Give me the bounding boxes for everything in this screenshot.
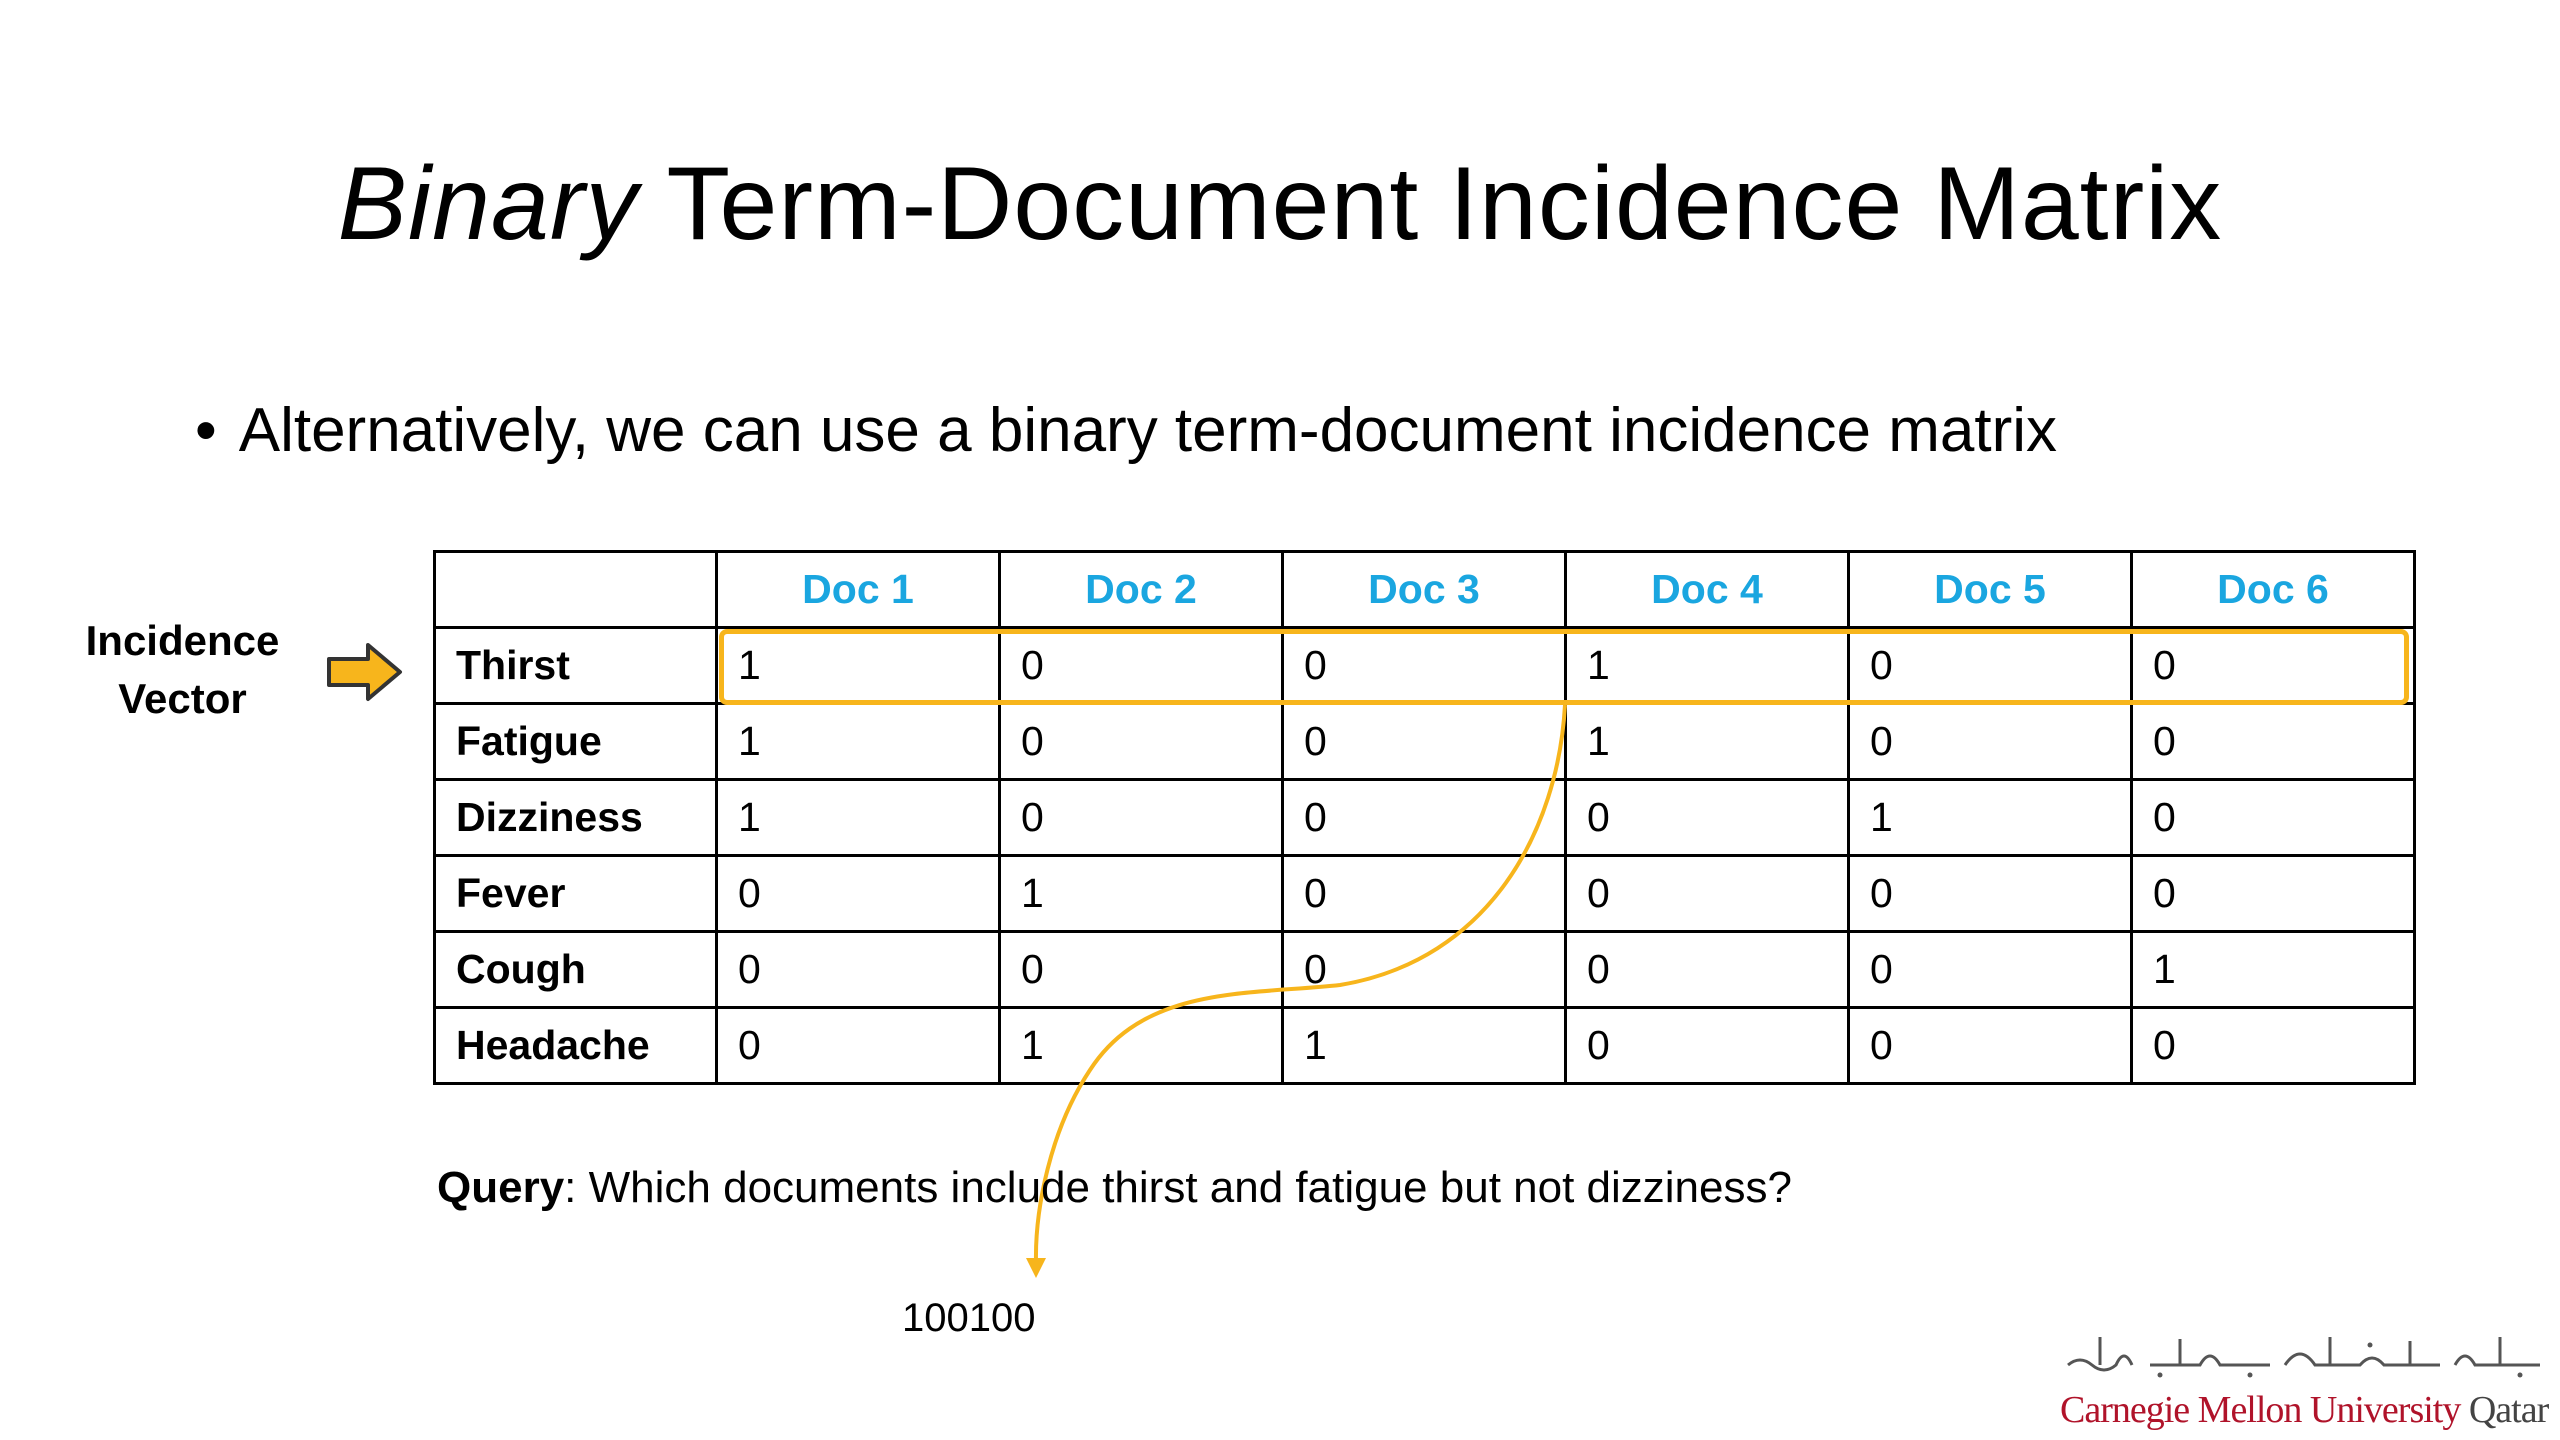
- value-cell: 0: [1849, 856, 2132, 932]
- value-cell: 0: [1000, 628, 1283, 704]
- value-cell: 1: [1000, 856, 1283, 932]
- value-cell: 0: [1283, 856, 1566, 932]
- bullet-text: Alternatively, we can use a binary term-document incidence matrix: [238, 396, 2058, 465]
- value-cell: 0: [1849, 1008, 2132, 1084]
- column-header: Doc 4: [1566, 552, 1849, 628]
- term-cell: Headache: [435, 1008, 717, 1084]
- value-cell: 0: [717, 932, 1000, 1008]
- value-cell: 0: [1566, 856, 1849, 932]
- value-cell: 0: [2132, 780, 2415, 856]
- term-cell: Fatigue: [435, 704, 717, 780]
- value-cell: 1: [1566, 704, 1849, 780]
- side-label-line1: Incidence: [85, 617, 280, 664]
- value-cell: 1: [1283, 1008, 1566, 1084]
- column-header: Doc 1: [717, 552, 1000, 628]
- value-cell: 0: [1000, 932, 1283, 1008]
- value-cell: 0: [1283, 704, 1566, 780]
- term-cell: Dizziness: [435, 780, 717, 856]
- column-header: Doc 2: [1000, 552, 1283, 628]
- value-cell: 0: [1849, 628, 2132, 704]
- value-cell: 0: [1849, 704, 2132, 780]
- result-vector: 100100: [902, 1296, 1036, 1340]
- column-header: Doc 5: [1849, 552, 2132, 628]
- value-cell: 1: [1849, 780, 2132, 856]
- term-cell: Cough: [435, 932, 717, 1008]
- value-cell: 0: [2132, 1008, 2415, 1084]
- value-cell: 1: [717, 704, 1000, 780]
- arabic-wordmark-icon: [2060, 1325, 2550, 1383]
- value-cell: 1: [717, 628, 1000, 704]
- column-header: Doc 6: [2132, 552, 2415, 628]
- value-cell: 0: [1849, 932, 2132, 1008]
- value-cell: 0: [1283, 780, 1566, 856]
- value-cell: 0: [1283, 628, 1566, 704]
- cmu-qatar-logo: [2060, 1325, 2560, 1432]
- logo-name: Carnegie Mellon University: [2060, 1389, 2461, 1431]
- value-cell: 0: [1000, 704, 1283, 780]
- query-question: : Which documents include thirst and fatigue but not dizziness?: [564, 1163, 1792, 1212]
- query-label: Query: [437, 1163, 565, 1212]
- value-cell: 0: [2132, 704, 2415, 780]
- value-cell: 1: [2132, 932, 2415, 1008]
- slide-title-italic: Binary: [337, 146, 639, 262]
- value-cell: 0: [1000, 780, 1283, 856]
- logo-suffix: Qatar: [2460, 1389, 2549, 1431]
- value-cell: 1: [1566, 628, 1849, 704]
- column-header: Doc 3: [1283, 552, 1566, 628]
- value-cell: 0: [717, 1008, 1000, 1084]
- value-cell: 0: [1283, 932, 1566, 1008]
- query-text: [437, 1163, 1792, 1213]
- value-cell: 1: [717, 780, 1000, 856]
- value-cell: 0: [2132, 856, 2415, 932]
- slide-title-rest: Term-Document Incidence Matrix: [638, 146, 2223, 262]
- bullet-dot-icon: •: [195, 396, 217, 465]
- value-cell: 0: [1566, 932, 1849, 1008]
- logo-english-text: [2060, 1388, 2560, 1432]
- term-cell: Thirst: [435, 628, 717, 704]
- value-cell: 0: [1566, 1008, 1849, 1084]
- term-cell: Fever: [435, 856, 717, 932]
- value-cell: 1: [1000, 1008, 1283, 1084]
- value-cell: 0: [2132, 628, 2415, 704]
- value-cell: 0: [1566, 780, 1849, 856]
- value-cell: 0: [717, 856, 1000, 932]
- side-label-line2: Vector: [118, 675, 247, 722]
